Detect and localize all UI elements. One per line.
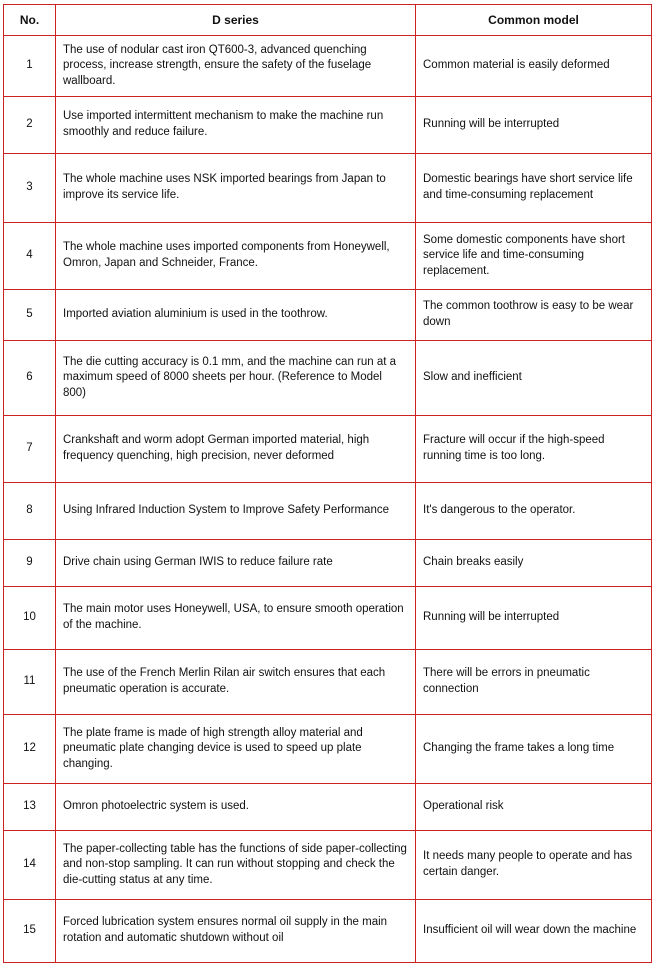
common-model-cell: Domestic bearings have short service life and time-consuming replacement — [416, 154, 652, 223]
row-number: 11 — [4, 650, 56, 715]
row-number: 14 — [4, 831, 56, 900]
common-model-cell: It needs many people to operate and has certain danger. — [416, 831, 652, 900]
row-number: 5 — [4, 290, 56, 341]
d-series-cell: The whole machine uses NSK imported bearings from Japan to improve its service life. — [56, 154, 416, 223]
d-series-cell: The paper-collecting table has the functions of side paper-collecting and non-stop sampling. It can run without stopping and check the die-cutting status at any time. — [56, 831, 416, 900]
common-model-cell: There will be errors in pneumatic connection — [416, 650, 652, 715]
common-model-cell: Common material is easily deformed — [416, 36, 652, 97]
comparison-table — [3, 4, 652, 963]
d-series-cell: Omron photoelectric system is used. — [56, 784, 416, 831]
table-row — [4, 97, 652, 154]
table-row — [4, 587, 652, 650]
common-model-cell: The common toothrow is easy to be wear down — [416, 290, 652, 341]
table-row — [4, 900, 652, 963]
d-series-cell: The use of the French Merlin Rilan air switch ensures that each pneumatic operation is accurate. — [56, 650, 416, 715]
common-model-cell: Some domestic components have short service life and time-consuming replacement. — [416, 223, 652, 290]
common-model-cell: Slow and inefficient — [416, 341, 652, 416]
table-body — [4, 36, 652, 963]
d-series-cell: The use of nodular cast iron QT600-3, advanced quenching process, increase strength, ensure the safety of the fuselage wallboard. — [56, 36, 416, 97]
header-row — [4, 5, 652, 36]
d-series-cell: Imported aviation aluminium is used in the toothrow. — [56, 290, 416, 341]
table-row — [4, 36, 652, 97]
row-number: 6 — [4, 341, 56, 416]
common-model-cell: It's dangerous to the operator. — [416, 483, 652, 540]
common-model-cell: Changing the frame takes a long time — [416, 715, 652, 784]
table-row — [4, 290, 652, 341]
table-row — [4, 650, 652, 715]
row-number: 8 — [4, 483, 56, 540]
row-number: 10 — [4, 587, 56, 650]
common-model-cell: Insufficient oil will wear down the machine — [416, 900, 652, 963]
d-series-cell: Crankshaft and worm adopt German imported material, high frequency quenching, high precision, never deformed — [56, 416, 416, 483]
row-number: 7 — [4, 416, 56, 483]
column-header-d-series: D series — [56, 5, 416, 36]
table-row — [4, 416, 652, 483]
table-row — [4, 715, 652, 784]
d-series-cell: Forced lubrication system ensures normal oil supply in the main rotation and automatic shutdown without oil — [56, 900, 416, 963]
row-number: 4 — [4, 223, 56, 290]
common-model-cell: Running will be interrupted — [416, 587, 652, 650]
table-row — [4, 540, 652, 587]
table-row — [4, 483, 652, 540]
row-number: 15 — [4, 900, 56, 963]
row-number: 12 — [4, 715, 56, 784]
table-row — [4, 784, 652, 831]
d-series-cell: Using Infrared Induction System to Improve Safety Performance — [56, 483, 416, 540]
row-number: 1 — [4, 36, 56, 97]
common-model-cell: Fracture will occur if the high-speed running time is too long. — [416, 416, 652, 483]
column-header-common-model: Common model — [416, 5, 652, 36]
common-model-cell: Operational risk — [416, 784, 652, 831]
d-series-cell: The plate frame is made of high strength alloy material and pneumatic plate changing device is used to speed up plate changing. — [56, 715, 416, 784]
table-row — [4, 341, 652, 416]
d-series-cell: Use imported intermittent mechanism to make the machine run smoothly and reduce failure. — [56, 97, 416, 154]
row-number: 2 — [4, 97, 56, 154]
row-number: 13 — [4, 784, 56, 831]
row-number: 3 — [4, 154, 56, 223]
table-row — [4, 223, 652, 290]
d-series-cell: Drive chain using German IWIS to reduce failure rate — [56, 540, 416, 587]
d-series-cell: The die cutting accuracy is 0.1 mm, and the machine can run at a maximum speed of 8000 sheets per hour. (Reference to Model 800) — [56, 341, 416, 416]
table-row — [4, 831, 652, 900]
row-number: 9 — [4, 540, 56, 587]
column-header-no: No. — [4, 5, 56, 36]
common-model-cell: Chain breaks easily — [416, 540, 652, 587]
table-header — [4, 5, 652, 36]
table-row — [4, 154, 652, 223]
common-model-cell: Running will be interrupted — [416, 97, 652, 154]
d-series-cell: The whole machine uses imported components from Honeywell, Omron, Japan and Schneider, France. — [56, 223, 416, 290]
d-series-cell: The main motor uses Honeywell, USA, to ensure smooth operation of the machine. — [56, 587, 416, 650]
